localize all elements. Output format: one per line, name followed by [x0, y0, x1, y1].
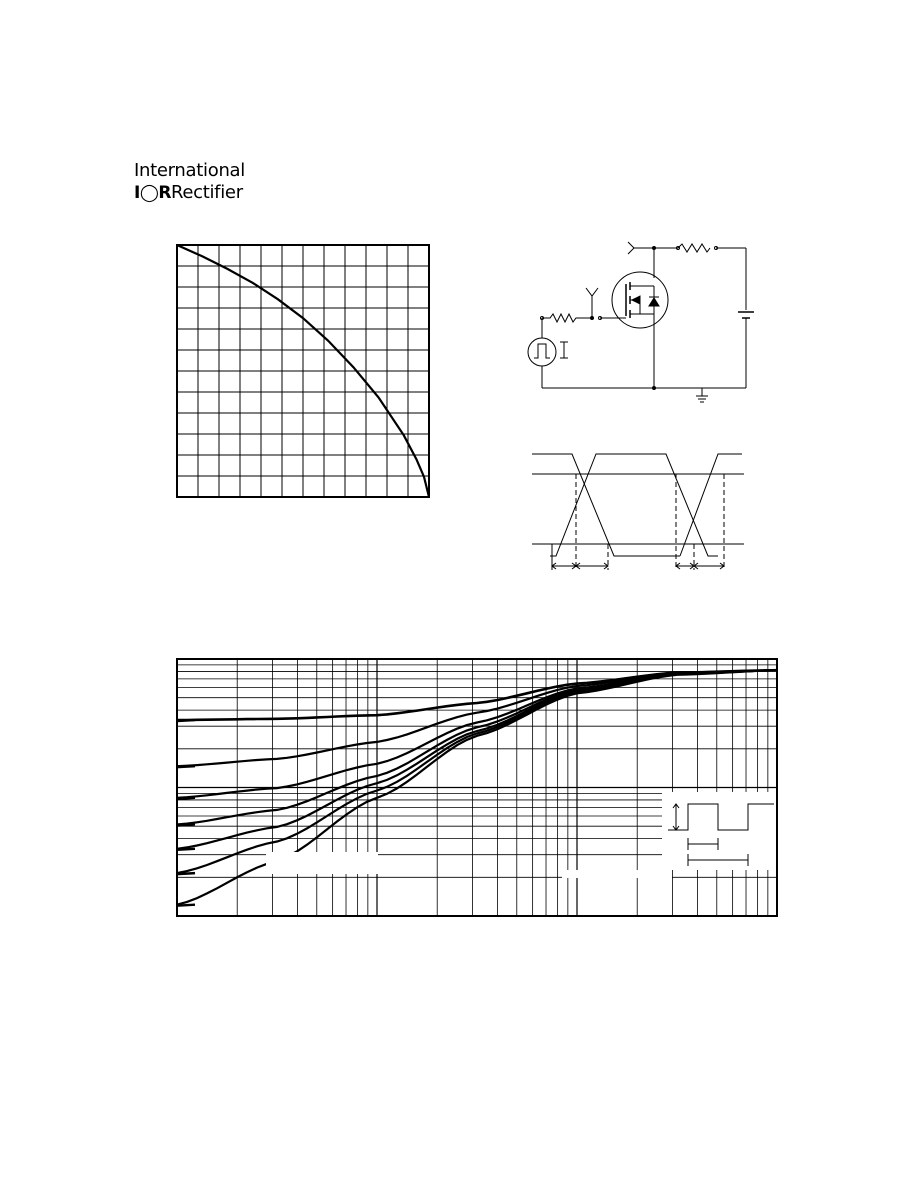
thermal-curve-label-tick — [177, 720, 195, 721]
derating-curve-chart — [170, 238, 440, 506]
switching-test-circuit — [520, 238, 760, 408]
thermal-curve-label-tick — [177, 798, 195, 799]
thermal-grid — [177, 659, 777, 916]
company-logo — [134, 160, 244, 208]
logo-word-rectifier: Rectifier — [170, 182, 243, 203]
logo-mark-i: I — [134, 183, 140, 203]
vds-waveform — [532, 454, 668, 556]
logo-mark-r: R — [158, 183, 171, 203]
vds-marker — [628, 242, 634, 254]
duty-cycle-inset — [662, 792, 780, 870]
thermal-curve-label-tick — [177, 873, 195, 874]
vgs-waveform — [550, 454, 718, 556]
thermal-curve-label-tick — [177, 849, 195, 850]
switching-waveforms — [528, 444, 748, 576]
logo-line-rectifier — [134, 182, 243, 203]
logo-line-international: International — [134, 160, 245, 181]
thermal-impedance-chart — [170, 652, 785, 924]
gate-marker — [586, 288, 598, 296]
load-resistor — [678, 244, 710, 252]
thermal-curve-label-tick — [177, 825, 195, 826]
thermal-curve-label-tick — [177, 766, 195, 767]
thermal-curve-label-tick — [177, 905, 195, 906]
logo-mark-circle: ◯ — [139, 183, 159, 203]
gate-resistor — [542, 314, 592, 322]
note-area — [562, 870, 672, 878]
body-diode — [649, 298, 659, 306]
derating-grid — [177, 245, 429, 497]
pulse-source — [528, 338, 556, 366]
legend-area — [266, 852, 378, 874]
